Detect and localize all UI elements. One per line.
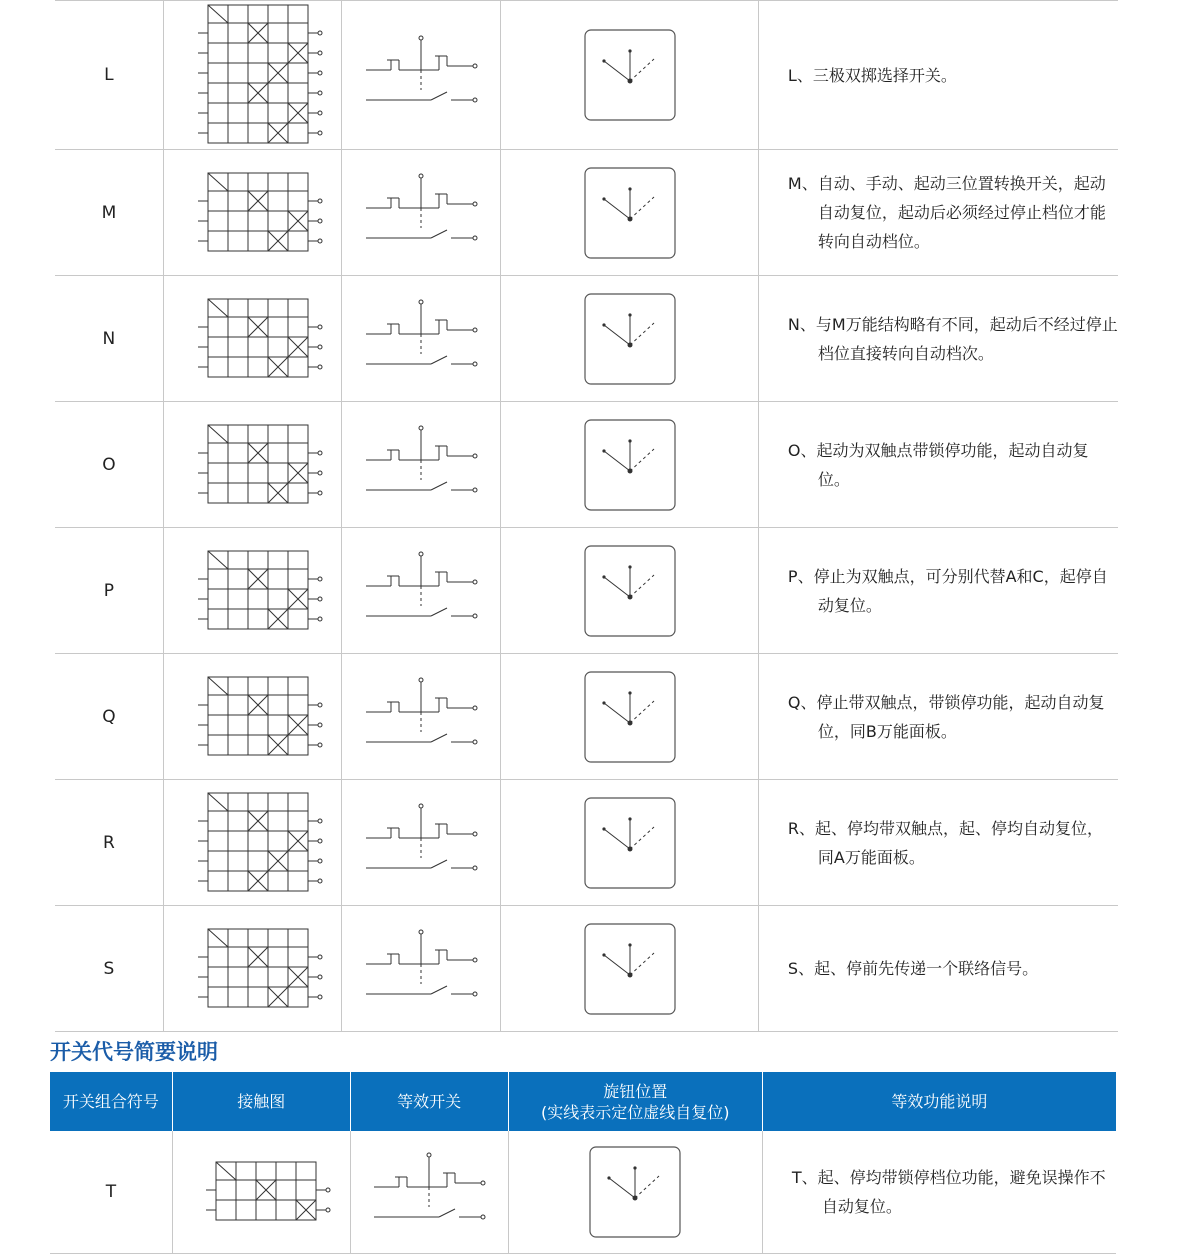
switch-code: O (55, 402, 163, 528)
header-col-code: 开关组合符号 (50, 1072, 172, 1131)
table-row (55, 276, 1118, 402)
header-col-contact: 接触图 (172, 1072, 350, 1131)
table-row (55, 654, 1118, 780)
contact-diagram (163, 780, 341, 906)
knob-position-diagram (501, 654, 759, 780)
equivalent-switch-diagram (342, 906, 501, 1032)
equivalent-switch-diagram (342, 150, 501, 276)
switch-code: M (55, 150, 163, 276)
equivalent-switch-diagram (342, 528, 501, 654)
table-row (50, 1131, 1116, 1253)
knob-position-diagram (501, 780, 759, 906)
switch-table (55, 0, 1118, 1032)
table-row (55, 1, 1118, 150)
table-row (55, 780, 1118, 906)
equivalent-switch-diagram (342, 402, 501, 528)
contact-diagram (163, 1, 341, 150)
function-description: R、起、停均带双触点，起、停均自动复位，同A万能面板。 (758, 780, 1118, 906)
switch-code: L (55, 1, 163, 150)
function-description: M、自动、手动、起动三位置转换开关，起动自动复位，起动后必须经过停止档位才能转向自动档位。 (758, 150, 1118, 276)
function-description: O、起动为双触点带锁停功能，起动自动复位。 (758, 402, 1118, 528)
equivalent-switch-diagram (342, 654, 501, 780)
function-description: S、起、停前先传递一个联络信号。 (758, 906, 1118, 1032)
table-row (55, 402, 1118, 528)
equivalent-switch-diagram (342, 780, 501, 906)
knob-position-diagram (501, 276, 759, 402)
header-knob-line1: 旋钮位置 (603, 1081, 668, 1101)
switch-code: R (55, 780, 163, 906)
function-description: N、与M万能结构略有不同，起动后不经过停止档位直接转向自动档次。 (758, 276, 1118, 402)
function-description: T、起、停均带锁停档位功能，避免误操作不自动复位。 (762, 1131, 1116, 1253)
knob-position-diagram (501, 906, 759, 1032)
section-title: 开关代号简要说明 (50, 1040, 218, 1064)
header-knob-line2: (实线表示定位虚线自复位) (541, 1102, 730, 1122)
equivalent-switch-diagram (342, 1, 501, 150)
switch-code: N (55, 276, 163, 402)
table-row (55, 150, 1118, 276)
function-description: L、三极双掷选择开关。 (758, 1, 1118, 150)
contact-diagram (163, 528, 341, 654)
switch-code: S (55, 906, 163, 1032)
table-header (50, 1072, 1116, 1131)
knob-position-diagram (501, 402, 759, 528)
header-col-function: 等效功能说明 (762, 1072, 1116, 1131)
knob-position-diagram (508, 1131, 762, 1253)
contact-diagram (163, 276, 341, 402)
switch-code-table (50, 1072, 1116, 1254)
contact-diagram (163, 150, 341, 276)
switch-code: Q (55, 654, 163, 780)
equivalent-switch-diagram (342, 276, 501, 402)
knob-position-diagram (501, 150, 759, 276)
contact-diagram (163, 906, 341, 1032)
switch-code: T (50, 1131, 172, 1253)
table-row (55, 906, 1118, 1032)
knob-position-diagram (501, 528, 759, 654)
knob-position-diagram (501, 1, 759, 150)
function-description: Q、停止带双触点，带锁停功能，起动自动复位，同B万能面板。 (758, 654, 1118, 780)
table-row (55, 528, 1118, 654)
function-description: P、停止为双触点，可分别代替A和C，起停自动复位。 (758, 528, 1118, 654)
switch-code: P (55, 528, 163, 654)
equivalent-switch-diagram (350, 1131, 508, 1253)
header-col-knob (508, 1072, 762, 1131)
contact-diagram (163, 402, 341, 528)
contact-diagram (163, 654, 341, 780)
contact-diagram (172, 1131, 350, 1253)
header-col-equivalent: 等效开关 (350, 1072, 508, 1131)
